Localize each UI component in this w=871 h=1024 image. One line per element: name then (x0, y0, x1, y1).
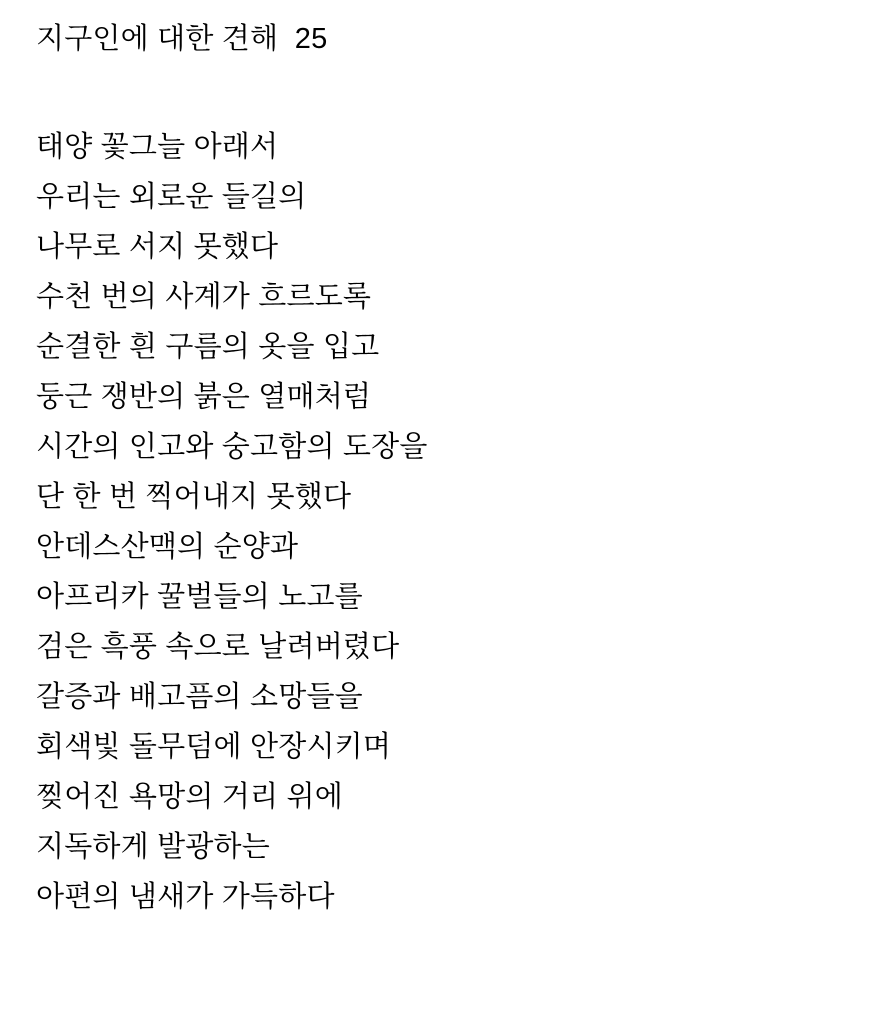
poem-line: 우리는 외로운 들길의 (36, 181, 307, 213)
poem-line: 둥근 쟁반의 붉은 열매처럼 (36, 381, 372, 413)
poem-line: 안데스산맥의 순양과 (36, 531, 299, 563)
poem-line: 단 한 번 찍어내지 못했다 (36, 481, 352, 513)
poem-line: 지독하게 발광하는 (36, 831, 270, 863)
poem-line: 회색빛 돌무덤에 안장시키며 (36, 731, 392, 763)
poem-line: 시간의 인고와 숭고함의 도장을 (36, 431, 428, 463)
poem-line: 태양 꽃그늘 아래서 (36, 131, 279, 163)
poem-body (36, 122, 871, 922)
page-header: 지구인에 대한 견해 25 (36, 23, 328, 55)
poem-line: 갈증과 배고픔의 소망들을 (36, 681, 363, 713)
poem-line: 수천 번의 사계가 흐르도록 (36, 281, 372, 313)
poem-line: 나무로 서지 못했다 (36, 231, 279, 263)
poem-line: 찢어진 욕망의 거리 위에 (36, 781, 343, 813)
poem-line: 아프리카 꿀벌들의 노고를 (36, 581, 363, 613)
poem-line: 검은 흑풍 속으로 날려버렸다 (36, 631, 400, 663)
poem-line: 순결한 흰 구름의 옷을 입고 (36, 331, 380, 363)
poem-line: 아편의 냄새가 가득하다 (36, 881, 335, 913)
